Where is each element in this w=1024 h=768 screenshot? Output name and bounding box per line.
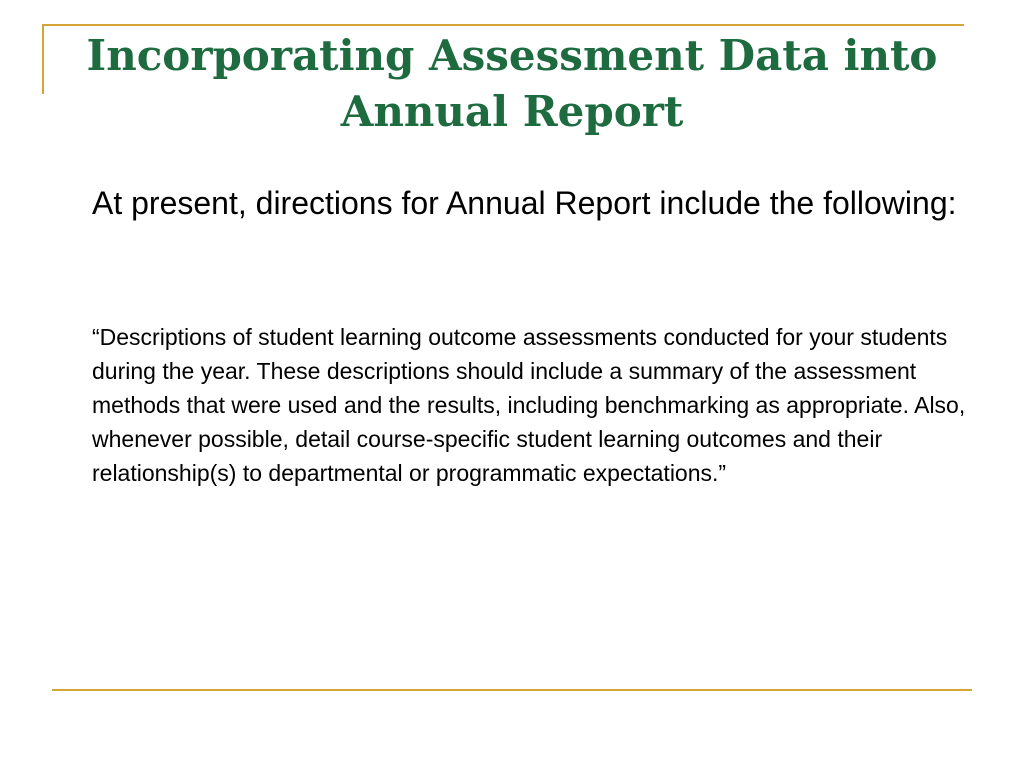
slide-title: Incorporating Assessment Data into Annual Report [86,31,938,136]
quoted-directions: “Descriptions of student learning outcome assessments conducted for your students during the year. These descriptions should include a summary of the assessment methods that were used and the results, including benchmarking as appropriate. Also, whenever possible, detail course-specific student learning outcomes and their relationship(s) to departmental or programmatic expectations.” [92,324,966,486]
top-divider [42,24,964,26]
bottom-divider [52,689,972,691]
intro-text: At present, directions for Annual Report include the following: [92,185,957,221]
